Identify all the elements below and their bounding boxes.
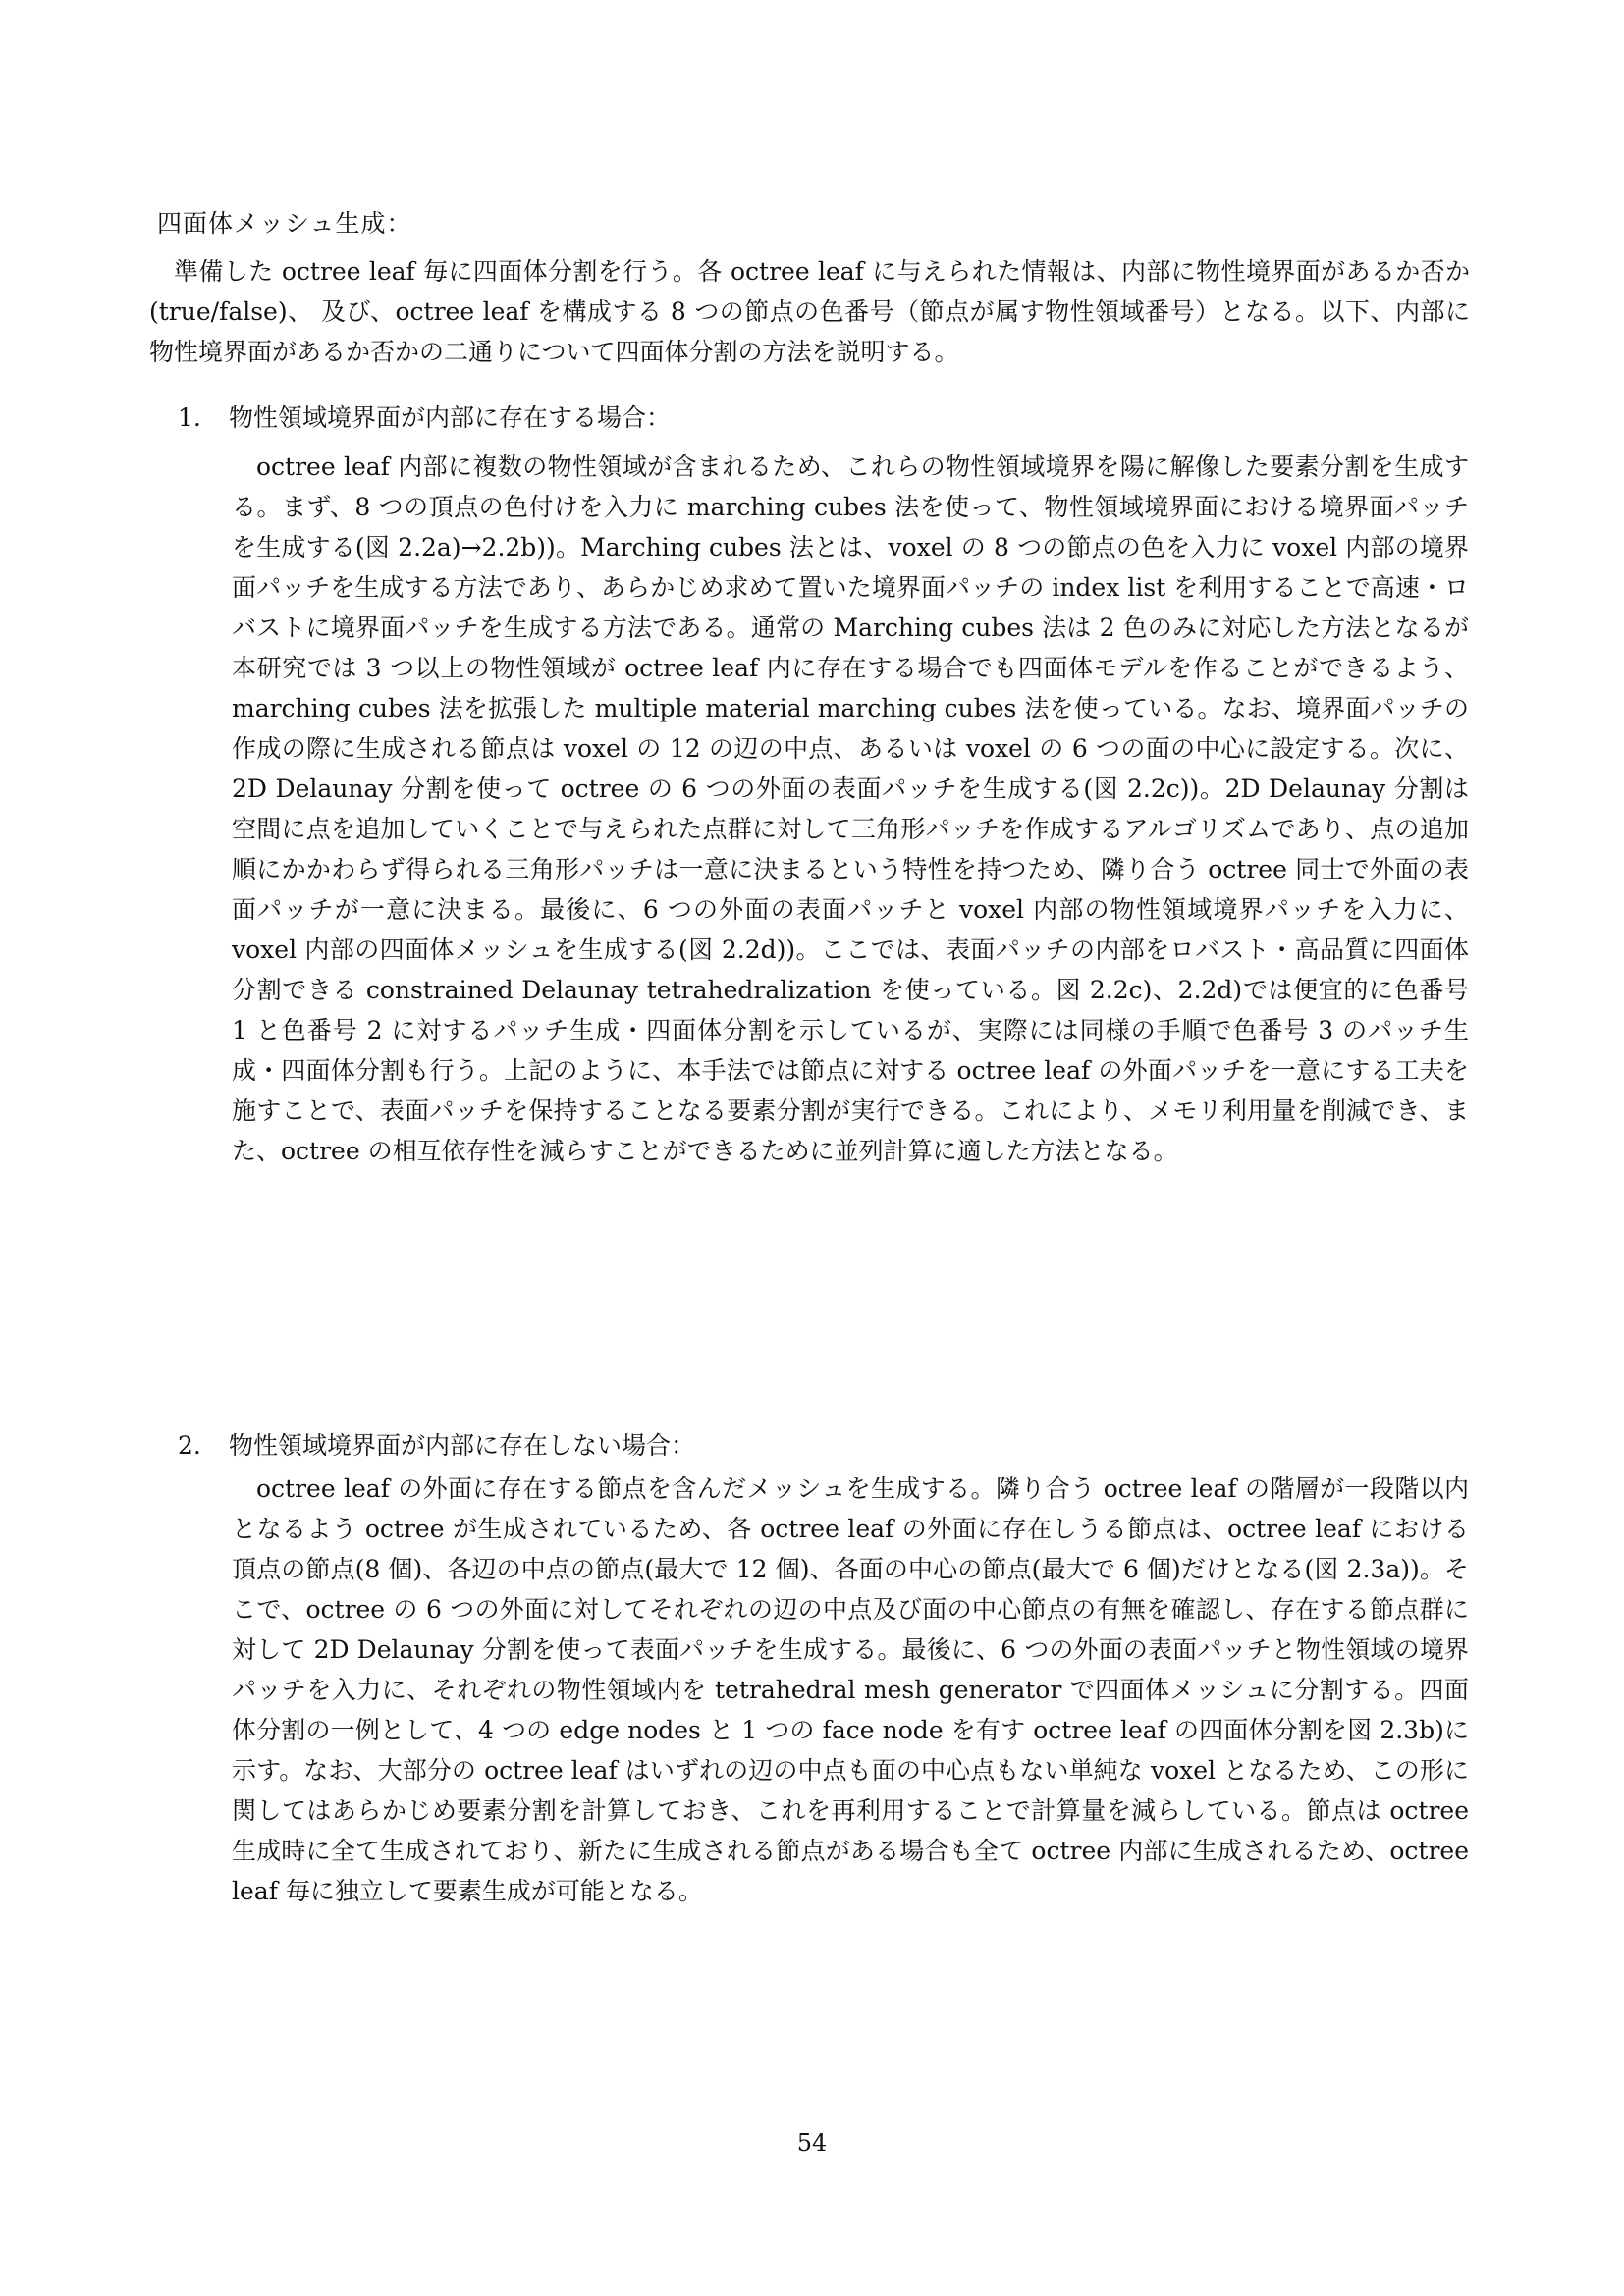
list-item-number: 1. (178, 403, 201, 432)
page-number: 54 (796, 2129, 828, 2157)
intro-paragraph: 準備した octree leaf 毎に四面体分割を行う。各 octree leaf に与えられた情報は、内部に物性境界面があるか否か(true/false)、 及び、octree leaf を構成する 8 つの節点の色番号（節点が属す物性領域番号）となる。以下、内部に物性境界面があるか否かの二通りについて四面体分割の方法を説明する。 (149, 257, 1470, 366)
list-item-heading-2 (178, 1425, 695, 1466)
section-heading: 四面体メッシュ生成： (157, 209, 412, 238)
list-item-body-1: octree leaf 内部に複数の物性領域が含まれるため、これらの物性領域境界を陽に解像した要素分割を生成する。まず、8 つの頂点の色付けを入力に marching cubes 法を使って、物性領域境界面における境界面パッチを生成する(図 2.2a)→2.2b))。Marching cubes 法とは、voxel の 8 つの節点の色を入力に voxel 内部の境界面パッチを生成する方法であり、あらかじめ求めて置いた境界面パッチの index list を利用することで高速・ロバストに境界面パッチを生成する方法である。通常の Marching cubes 法は 2 色のみに対応した方法となるが本研究では 3 つ以上の物性領域が octree leaf 内に存在する場合でも四面体モデルを作ることができるよう、marching cubes 法を拡張した multiple material marching cubes 法を使っている。なお、境界面パッチの作成の際に生成される節点は voxel の 12 の辺の中点、あるいは voxel の 6 つの面の中心に設定する。次に、2D Delaunay 分割を使って octree の 6 つの外面の表面パッチを生成する(図 2.2c))。2D Delaunay 分割は空間に点を追加していくことで与えられた点群に対して三角形パッチを作成するアルゴリズムであり、点の追加順にかかわらず得られる三角形パッチは一意に決まるという特性を持つため、隣り合う octree 同士で外面の表面パッチが一意に決まる。最後に、6 つの外面の表面パッチと voxel 内部の物性領域境界パッチを入力に、voxel 内部の四面体メッシュを生成する(図 2.2d))。ここでは、表面パッチの内部をロバスト・高品質に四面体分割できる constrained Delaunay tetrahedralization を使っている。図 2.2c)、2.2d)では便宜的に色番号 1 と色番号 2 に対するパッチ生成・四面体分割を示しているが、実際には同様の手順で色番号 3 のパッチ生成・四面体分割も行う。上記のように、本手法では節点に対する octree leaf の外面パッチを一意にする工夫を施すことで、表面パッチを保持することなる要素分割が実行できる。これにより、メモリ利用量を削減でき、また、octree の相互依存性を減らすことができるために並列計算に適した方法となる。 (232, 453, 1469, 1165)
list-item-heading-text: 物性領域境界面が内部に存在しない場合： (229, 1431, 696, 1460)
list-item-body-2: octree leaf の外面に存在する節点を含んだメッシュを生成する。隣り合う octree leaf の階層が一段階以内となるよう octree が生成されているため、各 octree leaf の外面に存在しうる節点は、octree leaf における頂点の節点(8 個)、各辺の中点の節点(最大で 12 個)、各面の中心の節点(最大で 6 個)だけとなる(図 2.3a))。そこで、octree の 6 つの外面に対してそれぞれの辺の中点及び面の中心節点の有無を確認し、存在する節点群に対して 2D Delaunay 分割を使って表面パッチを生成する。最後に、6 つの外面の表面パッチと物性領域の境界パッチを入力に、それぞれの物性領域内を tetrahedral mesh generator で四面体メッシュに分割する。四面体分割の一例として、4 つの edge nodes と 1 つの face node を有す octree leaf の四面体分割を図 2.3b)に示す。なお、大部分の octree leaf はいずれの辺の中点も面の中心点もない単純な voxel となるため、この形に関してはあらかじめ要素分割を計算しておき、これを再利用することで計算量を減らしている。節点は octree 生成時に全て生成されており、新たに生成される節点がある場合も全て octree 内部に生成されるため、octree leaf 毎に独立して要素生成が可能となる。 (232, 1474, 1469, 1905)
list-item-number: 2. (178, 1431, 201, 1460)
list-item-heading-text: 物性領域境界面が内部に存在する場合： (229, 403, 672, 432)
list-item-heading-1 (178, 398, 671, 438)
